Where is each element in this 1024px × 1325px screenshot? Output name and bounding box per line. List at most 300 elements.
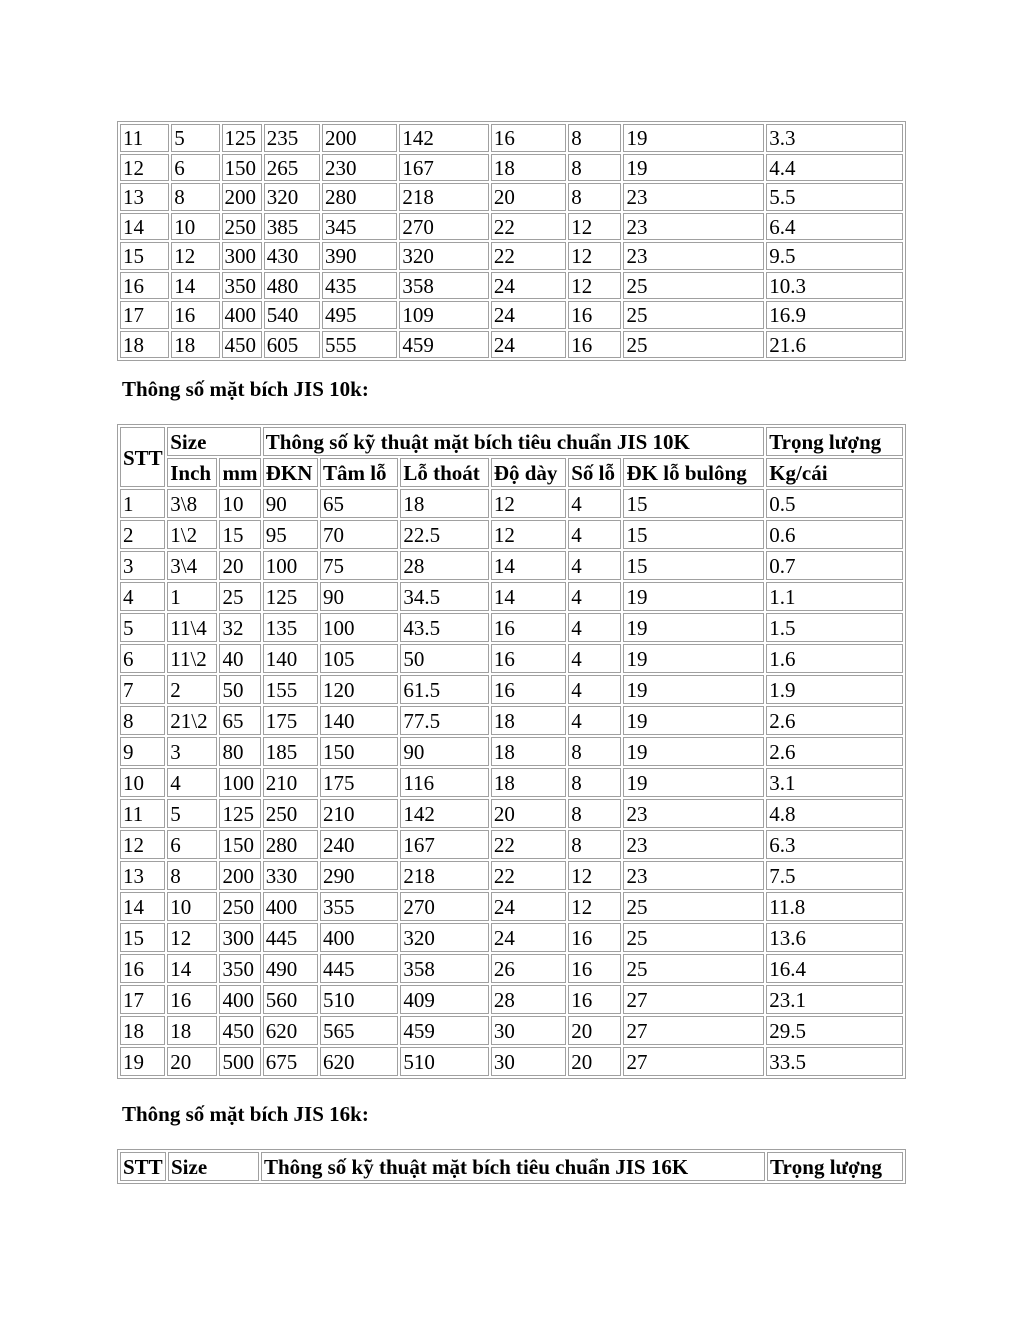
table-row [120, 489, 903, 518]
table-cell: 210 [320, 799, 398, 828]
table-cell: 22 [491, 242, 566, 270]
table-cell: 16 [491, 124, 566, 152]
table-cell: 16 [171, 301, 219, 329]
table-cell: 3\4 [167, 551, 217, 580]
table-cell: 25 [623, 272, 764, 300]
table-cell: 16 [167, 985, 217, 1014]
table-cell: 280 [322, 183, 397, 211]
section-heading-10k: Thông số mặt bích JIS 10k: [122, 377, 369, 401]
table-cell: 14 [491, 582, 566, 611]
table-cell: 65 [320, 489, 398, 518]
table-cell: 6 [167, 830, 217, 859]
table-cell: 0.6 [766, 520, 903, 549]
table-cell: 4.4 [766, 154, 903, 182]
table-cell: 218 [400, 861, 488, 890]
table-row [120, 124, 903, 152]
table-cell: 185 [263, 737, 318, 766]
table-cell: 19 [623, 613, 764, 642]
table-cell: 43.5 [400, 613, 488, 642]
table-cell: 2.6 [766, 737, 903, 766]
table-cell: 270 [400, 892, 488, 921]
table-cell: 4 [568, 644, 621, 673]
table-cell: 358 [399, 272, 488, 300]
table-cell: 400 [222, 301, 262, 329]
table-cell: 23 [623, 799, 764, 828]
table-cell: 1.5 [766, 613, 903, 642]
table-cell: 12 [568, 861, 621, 890]
table-cell: 142 [399, 124, 488, 152]
table-cell: 13 [120, 183, 169, 211]
table-cell: 24 [491, 923, 566, 952]
table-cell: 8 [568, 830, 621, 859]
table-cell: 510 [320, 985, 398, 1014]
table-cell: 11\4 [167, 613, 217, 642]
table-cell: 175 [263, 706, 318, 735]
table-cell: 3 [167, 737, 217, 766]
table-cell: 150 [222, 154, 262, 182]
table-cell: 400 [320, 923, 398, 952]
table-row [120, 861, 903, 890]
table-cell: 1.6 [766, 644, 903, 673]
table-cell: 28 [400, 551, 488, 580]
table-cell: 11\2 [167, 644, 217, 673]
table-cell: 12 [491, 520, 566, 549]
subheader-row [120, 458, 903, 487]
table-cell: 120 [320, 675, 398, 704]
table-cell: 19 [623, 737, 764, 766]
table-cell: 390 [322, 242, 397, 270]
table-row [120, 985, 903, 1014]
table-cell: 12 [568, 272, 621, 300]
table-cell: 7 [120, 675, 165, 704]
table-cell: 350 [222, 272, 262, 300]
table-cell: 300 [219, 923, 260, 952]
table-cell: 14 [120, 892, 165, 921]
table-cell: 18 [120, 1016, 165, 1045]
table-cell: 23 [623, 242, 764, 270]
table-cell: 100 [263, 551, 318, 580]
table-cell: 350 [219, 954, 260, 983]
table-cell: 80 [219, 737, 260, 766]
table-row [120, 520, 903, 549]
table-cell: 22 [491, 861, 566, 890]
table-cell: 16.4 [766, 954, 903, 983]
table-cell: 4 [568, 582, 621, 611]
table-cell: 8 [568, 768, 621, 797]
table-cell: 14 [491, 551, 566, 580]
subheader-so-lo: Số lỗ [568, 458, 621, 487]
table-cell: 125 [222, 124, 262, 152]
section-heading-16k: Thông số mặt bích JIS 16k: [122, 1102, 369, 1126]
table-cell: 0.7 [766, 551, 903, 580]
table-cell: 565 [320, 1016, 398, 1045]
table-row [120, 675, 903, 704]
spec-table-continued [117, 121, 906, 361]
header-size: Size [168, 1152, 259, 1181]
table-cell: 33.5 [766, 1047, 903, 1076]
table-cell: 10 [219, 489, 260, 518]
subheader-kg-cai: Kg/cái [766, 458, 903, 487]
table-cell: 16 [491, 675, 566, 704]
table-cell: 29.5 [766, 1016, 903, 1045]
table-cell: 17 [120, 985, 165, 1014]
table-cell: 24 [491, 301, 566, 329]
table-row [120, 954, 903, 983]
table-cell: 135 [263, 613, 318, 642]
table-cell: 510 [400, 1047, 488, 1076]
table-cell: 14 [120, 213, 169, 241]
table-cell: 200 [222, 183, 262, 211]
table-cell: 230 [322, 154, 397, 182]
subheader-do-day: Độ dày [491, 458, 566, 487]
table-cell: 18 [491, 737, 566, 766]
table-cell: 140 [320, 706, 398, 735]
table-cell: 8 [120, 706, 165, 735]
table-cell: 20 [167, 1047, 217, 1076]
table-cell: 8 [568, 799, 621, 828]
table-cell: 15 [623, 551, 764, 580]
table-cell: 18 [120, 331, 169, 359]
table-cell: 620 [263, 1016, 318, 1045]
table-cell: 16 [491, 613, 566, 642]
table-cell: 1.1 [766, 582, 903, 611]
header-stt: STT [120, 427, 165, 487]
header-weight: Trọng lượng [766, 427, 903, 456]
table-cell: 15 [623, 489, 764, 518]
table-cell: 490 [263, 954, 318, 983]
header-weight: Trọng lượng [767, 1152, 903, 1181]
table-cell: 6.4 [766, 213, 903, 241]
table-cell: 22 [491, 213, 566, 241]
table-cell: 125 [263, 582, 318, 611]
table-cell: 20 [219, 551, 260, 580]
table-cell: 27 [623, 985, 764, 1014]
table-row [120, 892, 903, 921]
table-cell: 18 [400, 489, 488, 518]
table-cell: 250 [222, 213, 262, 241]
table-cell: 240 [320, 830, 398, 859]
table-cell: 12 [568, 213, 621, 241]
table-cell: 16 [568, 923, 621, 952]
table-cell: 20 [568, 1047, 621, 1076]
table-cell: 26 [491, 954, 566, 983]
table-cell: 70 [320, 520, 398, 549]
header-size: Size [167, 427, 260, 456]
table-row [120, 737, 903, 766]
table-cell: 4 [568, 706, 621, 735]
table-cell: 7.5 [766, 861, 903, 890]
header-spec-group: Thông số kỹ thuật mặt bích tiêu chuẩn JIS 10K [263, 427, 765, 456]
table-cell: 235 [264, 124, 320, 152]
table-cell: 5.5 [766, 183, 903, 211]
table-cell: 4.8 [766, 799, 903, 828]
table-cell: 430 [264, 242, 320, 270]
table-cell: 12 [120, 154, 169, 182]
table-cell: 25 [623, 923, 764, 952]
table-cell: 320 [400, 923, 488, 952]
table-cell: 25 [623, 954, 764, 983]
table-cell: 13.6 [766, 923, 903, 952]
table-cell: 75 [320, 551, 398, 580]
table-cell: 320 [399, 242, 488, 270]
table-cell: 20 [491, 799, 566, 828]
table-cell: 620 [320, 1047, 398, 1076]
table-cell: 125 [219, 799, 260, 828]
table-cell: 6 [171, 154, 219, 182]
table-cell: 19 [120, 1047, 165, 1076]
table-cell: 167 [399, 154, 488, 182]
table-cell: 3 [120, 551, 165, 580]
table-cell: 116 [400, 768, 488, 797]
table-cell: 12 [120, 830, 165, 859]
table-cell: 8 [167, 861, 217, 890]
table-cell: 28 [491, 985, 566, 1014]
subheader-lo-thoat: Lỗ thoát [400, 458, 488, 487]
table-cell: 450 [222, 331, 262, 359]
table-cell: 19 [623, 644, 764, 673]
table-cell: 605 [264, 331, 320, 359]
table-cell: 21\2 [167, 706, 217, 735]
table-cell: 10 [120, 768, 165, 797]
table-cell: 280 [263, 830, 318, 859]
table-cell: 25 [219, 582, 260, 611]
table-row [120, 613, 903, 642]
table-cell: 16 [120, 954, 165, 983]
table-cell: 18 [167, 1016, 217, 1045]
table-cell: 140 [263, 644, 318, 673]
table-cell: 4 [167, 768, 217, 797]
table-cell: 3.1 [766, 768, 903, 797]
table-cell: 435 [322, 272, 397, 300]
table-cell: 24 [491, 892, 566, 921]
table-cell: 270 [399, 213, 488, 241]
table-cell: 400 [263, 892, 318, 921]
table-cell: 155 [263, 675, 318, 704]
table-row [120, 923, 903, 952]
table-cell: 19 [623, 124, 764, 152]
table-cell: 480 [264, 272, 320, 300]
table-cell: 345 [322, 213, 397, 241]
table-cell: 100 [320, 613, 398, 642]
table-cell: 50 [219, 675, 260, 704]
table-cell: 21.6 [766, 331, 903, 359]
table-cell: 445 [263, 923, 318, 952]
table-cell: 20 [491, 183, 566, 211]
table-cell: 19 [623, 154, 764, 182]
table-cell: 540 [264, 301, 320, 329]
table-cell: 8 [171, 183, 219, 211]
table-cell: 1\2 [167, 520, 217, 549]
table-row [120, 242, 903, 270]
table-cell: 265 [264, 154, 320, 182]
table-cell: 11 [120, 799, 165, 828]
table-cell: 61.5 [400, 675, 488, 704]
table-cell: 16.9 [766, 301, 903, 329]
table-row [120, 1016, 903, 1045]
table-cell: 409 [400, 985, 488, 1014]
table-cell: 5 [120, 613, 165, 642]
table-cell: 150 [320, 737, 398, 766]
table-cell: 555 [322, 331, 397, 359]
table-cell: 16 [568, 954, 621, 983]
table-cell: 109 [399, 301, 488, 329]
table-cell: 14 [167, 954, 217, 983]
table-cell: 355 [320, 892, 398, 921]
table-cell: 16 [568, 331, 621, 359]
table-cell: 1 [167, 582, 217, 611]
table-cell: 65 [219, 706, 260, 735]
table-cell: 9 [120, 737, 165, 766]
table-cell: 385 [264, 213, 320, 241]
table-cell: 24 [491, 331, 566, 359]
table-cell: 167 [400, 830, 488, 859]
subheader-tam-lo: Tâm lỗ [320, 458, 398, 487]
table-cell: 22.5 [400, 520, 488, 549]
table-row [120, 768, 903, 797]
spec-table-10k-body [120, 489, 903, 1076]
header-stt: STT [120, 1152, 166, 1181]
table-cell: 12 [568, 892, 621, 921]
table-cell: 23 [623, 830, 764, 859]
table-cell: 23 [623, 861, 764, 890]
table-cell: 560 [263, 985, 318, 1014]
table-cell: 4 [568, 613, 621, 642]
spec-table-10k [117, 424, 906, 1079]
table-cell: 8 [568, 124, 621, 152]
table-cell: 50 [400, 644, 488, 673]
table-cell: 330 [263, 861, 318, 890]
table-cell: 17 [120, 301, 169, 329]
table-row [120, 301, 903, 329]
table-cell: 495 [322, 301, 397, 329]
table-cell: 200 [322, 124, 397, 152]
table-cell: 5 [171, 124, 219, 152]
table-cell: 320 [264, 183, 320, 211]
table-cell: 90 [400, 737, 488, 766]
table-cell: 15 [219, 520, 260, 549]
table-cell: 2.6 [766, 706, 903, 735]
subheader-mm: mm [219, 458, 260, 487]
table-cell: 8 [568, 183, 621, 211]
table-cell: 142 [400, 799, 488, 828]
table-cell: 175 [320, 768, 398, 797]
table-cell: 90 [263, 489, 318, 518]
subheader-inch: Inch [167, 458, 217, 487]
table-cell: 18 [171, 331, 219, 359]
table-cell: 445 [320, 954, 398, 983]
table-cell: 16 [568, 301, 621, 329]
table-cell: 11.8 [766, 892, 903, 921]
table-cell: 4 [568, 520, 621, 549]
table-cell: 15 [120, 242, 169, 270]
table-cell: 19 [623, 582, 764, 611]
table-cell: 3.3 [766, 124, 903, 152]
table-cell: 19 [623, 706, 764, 735]
table-cell: 30 [491, 1047, 566, 1076]
table-cell: 150 [219, 830, 260, 859]
table-row [120, 644, 903, 673]
table-cell: 22 [491, 830, 566, 859]
table-cell: 8 [568, 154, 621, 182]
table-cell: 218 [399, 183, 488, 211]
table-row [120, 183, 903, 211]
table-cell: 8 [568, 737, 621, 766]
header-spec-group: Thông số kỹ thuật mặt bích tiêu chuẩn JIS 16K [261, 1152, 765, 1181]
table-cell: 2 [120, 520, 165, 549]
table-row [120, 154, 903, 182]
table-cell: 13 [120, 861, 165, 890]
table-cell: 10 [167, 892, 217, 921]
table-cell: 4 [568, 551, 621, 580]
table-cell: 16 [491, 644, 566, 673]
table-row [120, 1047, 903, 1076]
table-cell: 250 [219, 892, 260, 921]
table-cell: 90 [320, 582, 398, 611]
table-cell: 15 [120, 923, 165, 952]
table-cell: 12 [167, 923, 217, 952]
table-cell: 459 [399, 331, 488, 359]
subheader-dk-lo-bulong: ĐK lỗ bulông [623, 458, 764, 487]
header-row [120, 427, 903, 456]
table-row [120, 331, 903, 359]
table-cell: 34.5 [400, 582, 488, 611]
table-row [120, 213, 903, 241]
table-cell: 18 [491, 768, 566, 797]
table-cell: 400 [219, 985, 260, 1014]
table-cell: 6.3 [766, 830, 903, 859]
spec-table-continued-body [120, 124, 903, 358]
table-cell: 459 [400, 1016, 488, 1045]
table-cell: 25 [623, 331, 764, 359]
table-cell: 0.5 [766, 489, 903, 518]
table-cell: 16 [568, 985, 621, 1014]
table-cell: 15 [623, 520, 764, 549]
table-cell: 40 [219, 644, 260, 673]
table-cell: 19 [623, 675, 764, 704]
table-cell: 12 [568, 242, 621, 270]
table-cell: 77.5 [400, 706, 488, 735]
table-cell: 27 [623, 1047, 764, 1076]
table-cell: 675 [263, 1047, 318, 1076]
table-row [120, 272, 903, 300]
table-cell: 11 [120, 124, 169, 152]
table-cell: 19 [623, 768, 764, 797]
subheader-dkn: ĐKN [263, 458, 318, 487]
table-cell: 9.5 [766, 242, 903, 270]
table-cell: 30 [491, 1016, 566, 1045]
table-cell: 16 [120, 272, 169, 300]
table-cell: 3\8 [167, 489, 217, 518]
table-cell: 250 [263, 799, 318, 828]
table-cell: 200 [219, 861, 260, 890]
table-cell: 10 [171, 213, 219, 241]
table-cell: 18 [491, 154, 566, 182]
table-cell: 1 [120, 489, 165, 518]
table-cell: 10.3 [766, 272, 903, 300]
table-cell: 20 [568, 1016, 621, 1045]
table-cell: 12 [171, 242, 219, 270]
table-cell: 23.1 [766, 985, 903, 1014]
table-cell: 32 [219, 613, 260, 642]
table-cell: 5 [167, 799, 217, 828]
table-cell: 25 [623, 892, 764, 921]
table-cell: 4 [568, 675, 621, 704]
table-cell: 450 [219, 1016, 260, 1045]
table-cell: 290 [320, 861, 398, 890]
table-cell: 4 [120, 582, 165, 611]
table-cell: 500 [219, 1047, 260, 1076]
header-row [120, 1152, 903, 1181]
